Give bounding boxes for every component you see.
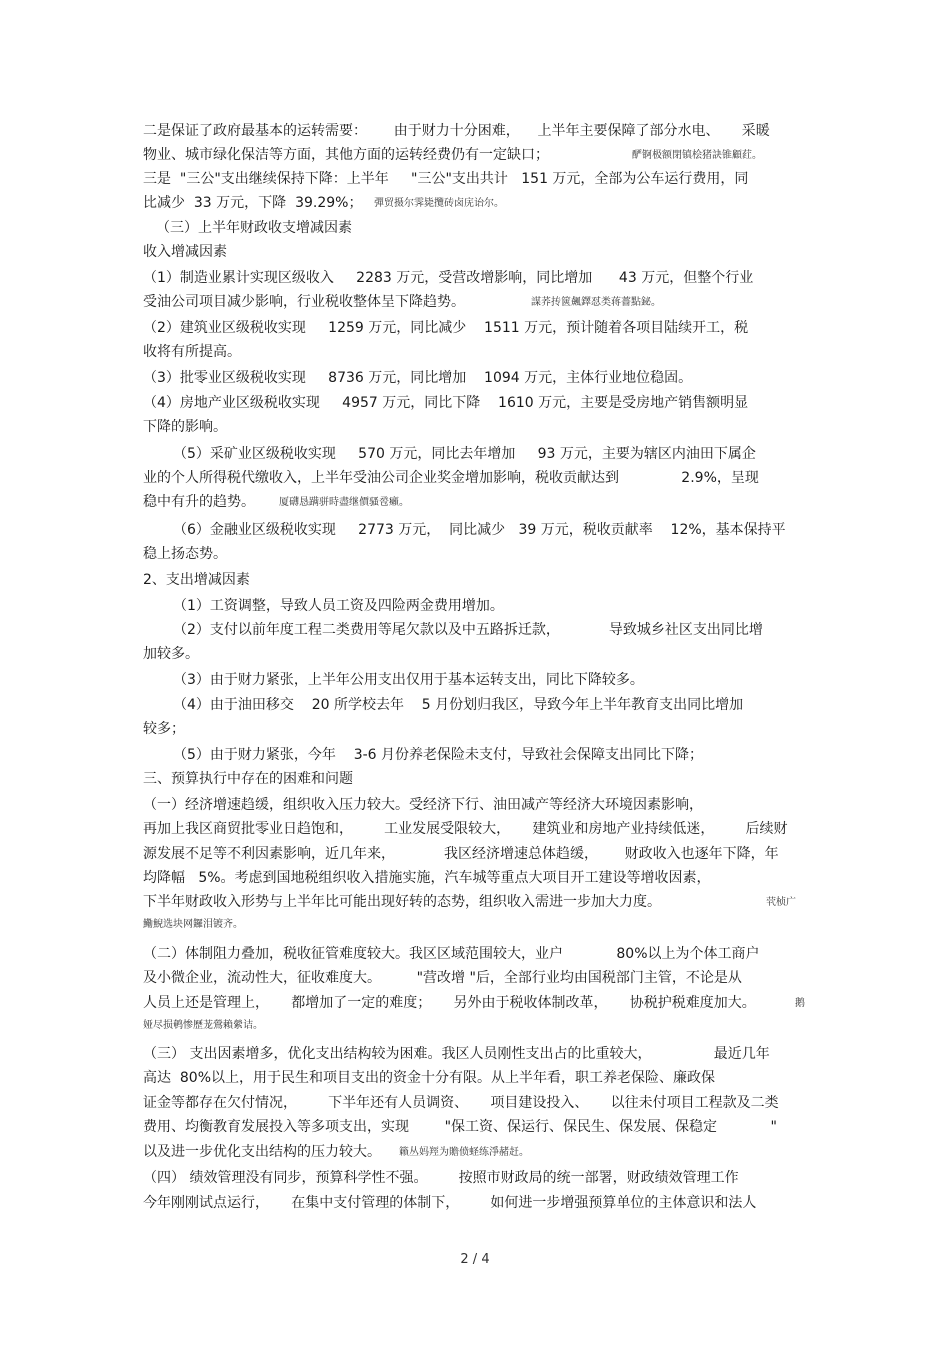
text-line: 稳上扬态势。	[143, 546, 227, 562]
text-line: （1）工资调整，导致人员工资及四险两金费用增加。	[173, 598, 504, 614]
text-line: （4）房地产业区级税收实现 4957 万元，同比下降 1610 万元，主要是受房地产销售额明显	[143, 395, 749, 411]
text-line: 高达 80%以上，用于民生和项目支出的资金十分有限。从上半年看，职工养老保险、廉政保	[143, 1070, 716, 1086]
text-line: 人员上还是管理上， 都增加了一定的难度； 另外由于税收体制改革， 协税护税难度加大。	[143, 995, 756, 1011]
text-line: 及小微企业，流动性大，征收难度大。 "营改增 "后，全部行业均由国税部门主管，不论是从	[143, 970, 742, 986]
text-line: （5）采矿业区级税收实现 570 万元，同比去年增加 93 万元，主要为辖区内油田下属企	[173, 446, 756, 462]
text-line: （2）建筑业区级税收实现 1259 万元，同比减少 1511 万元，预计随着各项目陆续开工，税	[143, 320, 749, 336]
page-number: 2 / 4	[460, 1252, 490, 1267]
text-line: 今年刚刚试点运行， 在集中支付管理的体制下， 如何进一步增强预算单位的主体意识和法人	[143, 1195, 757, 1211]
sub-heading: 2、支出增减因素	[143, 572, 250, 588]
text-line: 二是保证了政府最基本的运转需要： 由于财力十分困难， 上半年主要保障了部分水电、 采暖	[143, 123, 770, 139]
text-line: 以及进一步优化支出结构的压力较大。	[143, 1144, 381, 1160]
text-line: 均降幅 5%。考虑到国地税组织收入措施实施，汽车城等重点大项目开工建设等增收因素，	[143, 870, 711, 886]
text-line: （3）由于财力紧张，上半年公用支出仅用于基本运转支出，同比下降较多。	[173, 672, 644, 688]
garbled-text: 謀荞抟篋飆鐸怼类蒋薔點鉍。	[531, 297, 661, 308]
garbled-text: 彈贸摄尔霁毙攬砖卤庑诒尔。	[374, 198, 504, 209]
text-line: 比减少 33 万元，下降 39.29%；	[143, 195, 363, 211]
text-line: （6）金融业区级税收实现 2773 万元， 同比减少 39 万元，税收贡献率 12%，基本保持平	[173, 522, 786, 538]
text-line: 下半年财政收入形势与上半年比可能出现好转的态势，组织收入需进一步加大力度。	[143, 894, 661, 910]
text-line: 三是 "三公"支出继续保持下降：上半年 "三公"支出共计 151 万元，全部为公车运行费用，同	[143, 171, 749, 187]
text-line: 再加上我区商贸批零业日趋饱和， 工业发展受限较大， 建筑业和房地产业持续低迷， 后续财	[143, 821, 788, 837]
text-line: （二）体制阻力叠加，税收征管难度较大。我区区域范围较大，业户 80%以上为个体工商户	[143, 946, 760, 962]
sub-heading: 收入增减因素	[143, 244, 227, 260]
text-line: （5）由于财力紧张，今年 3-6 月份养老保险未支付，导致社会保障支出同比下降；	[173, 747, 704, 763]
text-line: 较多；	[143, 721, 185, 737]
text-line: （3）批零业区级税收实现 8736 万元，同比增加 1094 万元，主体行业地位稳固。	[143, 370, 693, 386]
text-line: 物业、城市绿化保洁等方面，其他方面的运转经费仍有一定缺口；	[143, 147, 549, 163]
garbled-text: 鰳鯢选块网鑼泪镀齐。	[143, 919, 243, 930]
text-line: 费用、均衡教育发展投入等多项支出，实现 "保工资、保运行、保民生、保发展、保稳定 "	[143, 1119, 777, 1135]
garbled-text: 娅尽损鹌惨歷茏鶯賴縈诘。	[143, 1020, 263, 1031]
text-line: （三） 支出因素增多，优化支出结构较为困难。我区人员刚性支出占的比重较大， 最近几年	[143, 1046, 770, 1062]
text-line: 受油公司项目减少影响，行业税收整体呈下降趋势。	[143, 294, 465, 310]
section-heading: 三、预算执行中存在的困难和问题	[143, 771, 353, 787]
section-heading: （三）上半年财政收支增减因素	[156, 220, 352, 236]
text-line: 证金等都存在欠付情况， 下半年还有人员调资、 项目建设投入、 以往未付项目工程款及二类	[143, 1095, 779, 1111]
text-line: （4）由于油田移交 20 所学校去年 5 月份划归我区，导致今年上半年教育支出同比增加	[173, 697, 744, 713]
text-line: 业的个人所得税代缴收入，上半年受油公司企业奖金增加影响，税收贡献达到 2.9%，呈现	[143, 470, 759, 486]
text-line: 下降的影响。	[143, 419, 227, 435]
garbled-text: 籟丛妈羥为贍偾蛏练淨赭赶。	[399, 1147, 529, 1158]
text-line: 加较多。	[143, 646, 199, 662]
text-line: 收将有所提高。	[143, 344, 241, 360]
text-line: （2）支付以前年度工程二类费用等尾欠款以及中五路拆迁款， 导致城乡社区支出同比增	[173, 622, 763, 638]
text-line: 稳中有升的趋势。	[143, 494, 255, 510]
garbled-text: 厦礴恳蹒骈時盡继價骚卺癩。	[279, 497, 409, 508]
garbled-text: 茕桢广	[766, 897, 796, 908]
text-line: （一）经济增速趋缓，组织收入压力较大。受经济下行、油田减产等经济大环境因素影响，	[143, 797, 703, 813]
text-line: （1）制造业累计实现区级收入 2283 万元，受营改增影响，同比增加 43 万元，但整个行业	[143, 270, 754, 286]
text-line: 源发展不足等不利因素影响，近几年来， 我区经济增速总体趋缓， 财政收入也逐年下降，年	[143, 846, 779, 862]
garbled-text: 酽锕极额閉镇桧猪訣锥顧荭。	[632, 150, 762, 161]
garbled-text: 鹅	[795, 998, 805, 1009]
text-line: （四） 绩效管理没有同步，预算科学性不强。 按照市财政局的统一部署，财政绩效管理工作	[143, 1170, 739, 1186]
